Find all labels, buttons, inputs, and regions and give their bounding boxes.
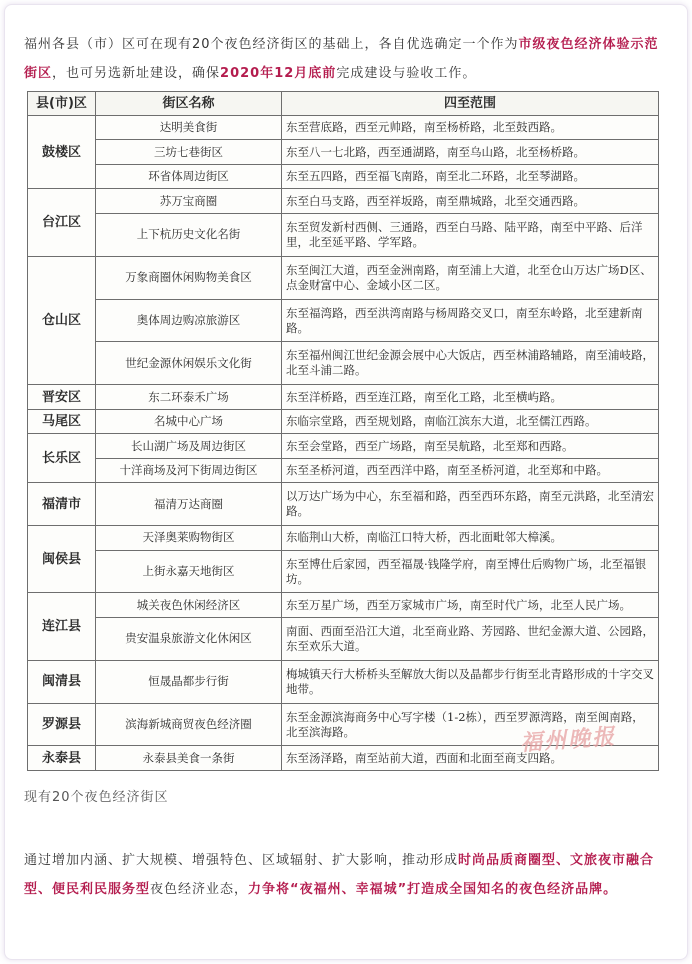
street-name-cell: 万象商圈休闲购物美食区: [96, 256, 282, 299]
county-cell: 闽清县: [28, 660, 96, 703]
table-row: [28, 213, 659, 256]
county-cell: 闽侯县: [28, 526, 96, 593]
intro-paragraph: [24, 30, 664, 88]
newspaper-watermark: 福州晚报: [519, 723, 617, 757]
table-row: [28, 385, 659, 409]
scope-cell: 东至白马支路，西至祥坂路，南至鼎城路，北至交通西路。: [282, 189, 659, 213]
outro-highlight-1: 时尚品质商圈型、文旅夜市融合型、便民利民服务型: [24, 853, 655, 897]
street-name-cell: 贵安温泉旅游文化休闲区: [96, 617, 282, 660]
scope-cell: 东至万星广场，西至万家城市广场，南至时代广场，北至人民广场。: [282, 593, 659, 617]
street-name-cell: 三坊七巷街区: [96, 140, 282, 164]
table-row: [28, 434, 659, 458]
scope-cell: 东至八一七北路，西至通湖路，南至乌山路，北至杨桥路。: [282, 140, 659, 164]
intro-text-1: 福州各县（市）区可在现有20个夜色经济街区的基础上，各自优选确定一个作为: [24, 37, 519, 52]
scope-cell: 东至会堂路，西至广场路，南至吴航路，北至郑和西路。: [282, 434, 659, 458]
scope-cell: 东至汤泽路，南至站前大道，西面和北面至商支四路。: [282, 746, 659, 771]
table-row: [28, 660, 659, 703]
table-row: [28, 593, 659, 617]
table-row: [28, 140, 659, 164]
county-cell: 永泰县: [28, 746, 96, 771]
table-row: [28, 526, 659, 550]
scope-cell: 东至五四路，西至福飞南路，南至北二环路，北至琴湖路。: [282, 164, 659, 188]
table-row: [28, 483, 659, 526]
scope-cell: 东至福湾路，西至洪湾南路与杨周路交叉口，南至东岭路，北至建新南路。: [282, 299, 659, 342]
county-cell: 罗源县: [28, 703, 96, 746]
street-name-cell: 名城中心广场: [96, 409, 282, 433]
outro-paragraph: [24, 846, 664, 904]
county-cell: 仓山区: [28, 256, 96, 385]
intro-highlight-1: 市级夜色经济体验示范街区: [24, 37, 659, 81]
table-row: [28, 409, 659, 433]
scope-cell: 东临宗堂路，西至规划路，南临江滨东大道，北至儒江西路。: [282, 409, 659, 433]
street-name-cell: 上街永嘉天地街区: [96, 550, 282, 593]
county-cell: 连江县: [28, 593, 96, 660]
intro-text-3: 完成建设与验收工作。: [336, 66, 477, 81]
table-row: [28, 256, 659, 299]
intro-highlight-2: 2020年12月底前: [220, 66, 337, 81]
outro-text-1: 通过增加内涵、扩大规模、增强特色、区域辐射、扩大影响，推动形成: [24, 853, 459, 868]
outro-highlight-2: 力争将“夜福州、幸福城”打造成全国知名的夜色经济品牌。: [248, 882, 618, 897]
street-name-cell: 天泽奥莱购物街区: [96, 526, 282, 550]
scope-cell: 东至贸发新村西侧、三通路，西至白马路、陆平路，南至中平路、后洋里，北至延平路、学军路。: [282, 213, 659, 256]
scope-cell: 东至圣桥河道，西至西洋中路，南至圣桥河道，北至郑和中路。: [282, 458, 659, 482]
scope-cell: 梅城镇天行大桥桥头至解放大街以及晶都步行街至北青路形成的十字交叉地带。: [282, 660, 659, 703]
scope-cell: 东至洋桥路，西至连江路，南至化工路，北至横屿路。: [282, 385, 659, 409]
street-name-cell: 城关夜色休闲经济区: [96, 593, 282, 617]
table-row: [28, 116, 659, 140]
table-caption: 现有20个夜色经济街区: [24, 790, 169, 805]
table-row: [28, 617, 659, 660]
scope-cell: 东至博仕后家园，西至福晟·钱隆学府，南至博仕后购物广场，北至福银坊。: [282, 550, 659, 593]
street-name-cell: 长山湖广场及周边街区: [96, 434, 282, 458]
street-name-cell: 东二环泰禾广场: [96, 385, 282, 409]
street-name-cell: 滨海新城商贸夜色经济圈: [96, 703, 282, 746]
night-economy-table-image: [27, 91, 658, 771]
street-name-cell: 福清万达商圈: [96, 483, 282, 526]
night-economy-table: [27, 91, 659, 771]
header-scope: 四至范围: [282, 92, 659, 116]
header-street: 街区名称: [96, 92, 282, 116]
street-name-cell: 恒晟晶都步行街: [96, 660, 282, 703]
table-header-row: [28, 92, 659, 116]
street-name-cell: 永泰县美食一条街: [96, 746, 282, 771]
street-name-cell: 环省体周边街区: [96, 164, 282, 188]
street-name-cell: 上下杭历史文化名街: [96, 213, 282, 256]
intro-text-2: ，也可另选新址建设，确保: [52, 66, 221, 81]
street-name-cell: 奥体周边购凉旅游区: [96, 299, 282, 342]
scope-cell: 东至金源滨海商务中心写字楼（1-2栋），西至罗源湾路，南至闽南路，北至滨海路。: [282, 703, 659, 746]
table-row: [28, 299, 659, 342]
street-name-cell: 世纪金源休闲娱乐文化街: [96, 342, 282, 385]
county-cell: 长乐区: [28, 434, 96, 483]
scope-cell: 东至闽江大道，西至金洲南路，南至浦上大道，北至仓山万达广场D区、点金财富中心、金域小区二区。: [282, 256, 659, 299]
county-cell: 福清市: [28, 483, 96, 526]
county-cell: 台江区: [28, 189, 96, 256]
table-row: [28, 550, 659, 593]
outro-text-2: 夜色经济业态，: [150, 882, 249, 897]
street-name-cell: 苏万宝商圈: [96, 189, 282, 213]
table-row: [28, 164, 659, 188]
scope-cell: 东临荆山大桥，南临江口特大桥，西北面毗邻大樟溪。: [282, 526, 659, 550]
street-name-cell: 十洋商场及河下街周边街区: [96, 458, 282, 482]
scope-cell: 东至福州闽江世纪金源会展中心大饭店，西至林浦路辅路，南至浦岐路，北至斗浦二路。: [282, 342, 659, 385]
table-row: [28, 458, 659, 482]
street-name-cell: 达明美食街: [96, 116, 282, 140]
header-county: 县(市)区: [28, 92, 96, 116]
county-cell: 晋安区: [28, 385, 96, 409]
county-cell: 马尾区: [28, 409, 96, 433]
county-cell: 鼓楼区: [28, 116, 96, 189]
scope-cell: 南面、西面至沿江大道，北至商业路、芳园路、世纪金源大道、公园路，东至欢乐大道。: [282, 617, 659, 660]
table-row: [28, 342, 659, 385]
scope-cell: 以万达广场为中心，东至福和路，西至西环东路，南至元洪路，北至清宏路。: [282, 483, 659, 526]
table-row: [28, 189, 659, 213]
scope-cell: 东至营底路，西至元帅路，南至杨桥路，北至鼓西路。: [282, 116, 659, 140]
